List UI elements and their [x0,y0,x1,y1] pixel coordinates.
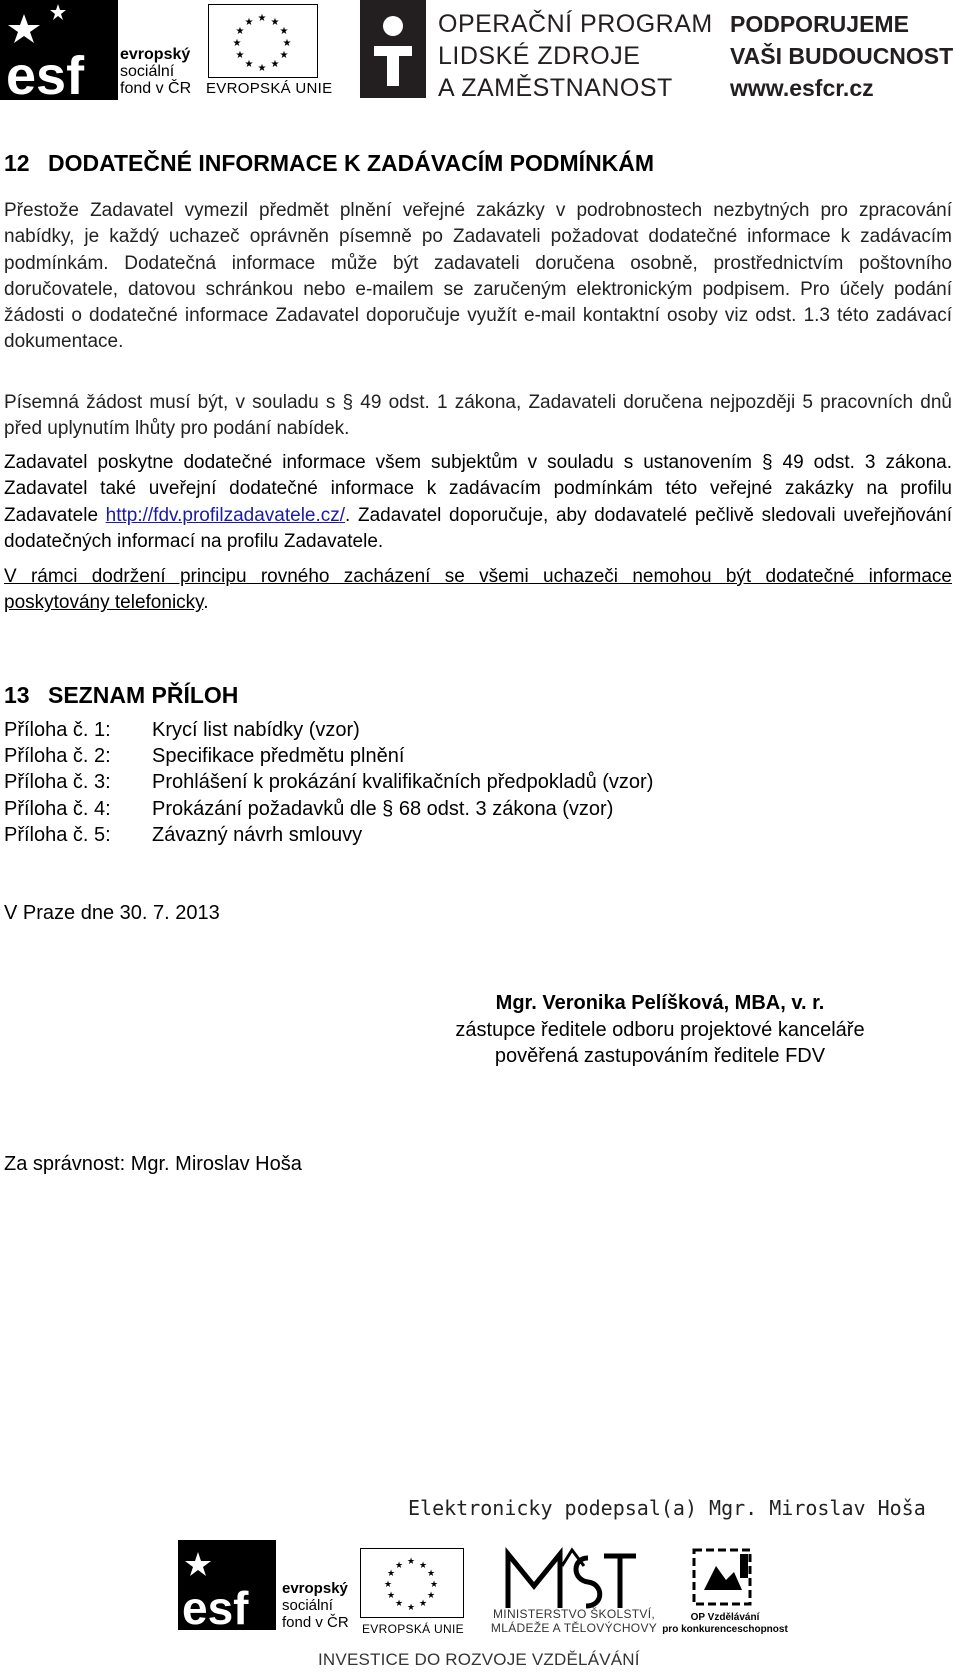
attachment-text: Specifikace předmětu plnění [152,745,405,768]
section-heading [4,150,654,177]
eu-label: EVROPSKÁ UNIE [206,80,333,97]
paragraph [4,564,952,617]
esf-logo-text [120,46,191,97]
svg-text:esf: esf [6,46,85,100]
msmt-text-line: MINISTERSTVO ŠKOLSTVÍ, [493,1607,655,1621]
op-vk-logo-text [660,1612,790,1636]
op-title-line: OPERAČNÍ PROGRAM [438,10,713,38]
attachment-label: Příloha č. 2: [4,745,111,768]
svg-text:★: ★ [235,50,245,61]
attachment-text: Prokázání požadavků dle § 68 odst. 3 zákona (vzor) [152,797,614,820]
svg-text:★: ★ [386,1591,396,1601]
list-item [4,769,653,795]
svg-text:★: ★ [279,50,289,61]
investment-slogan: INVESTICE DO ROZVOJE VZDĚLÁVÁNÍ [318,1650,640,1669]
svg-text:★: ★ [418,1599,428,1609]
svg-text:★: ★ [429,1580,439,1590]
slogan-url: www.esfcr.cz [730,75,874,101]
signature-block [400,990,920,1070]
svg-text:★: ★ [386,1569,396,1579]
esf-text-line: sociální [120,63,175,80]
signer-role: pověřená zastupováním ředitele FDV [494,1045,826,1067]
svg-text:★: ★ [279,26,289,37]
paragraph: Písemná žádost musí být, v souladu s § 49 odst. 1 zákona, Zadavateli doručena nejpozději 5 pracovních dnů před uplynutím lhůty pro podání nabídek. [4,392,952,440]
svg-text:esf: esf [182,1582,249,1630]
section-number: 12 [4,150,30,176]
paragraph [4,450,952,555]
svg-text:★: ★ [394,1561,404,1571]
svg-text:★: ★ [406,1603,416,1613]
attachment-text: Krycí list nabídky (vzor) [152,719,360,741]
svg-text:★: ★ [383,1580,393,1590]
correctness-line: Za správnost: Mgr. Miroslav Hoša [4,1153,302,1175]
signer-role: zástupce ředitele odboru projektové kanceláře [455,1018,865,1041]
list-item [4,796,653,822]
esf-text-line: sociální [282,1597,333,1614]
esf-text-line: evropský [282,1580,348,1597]
svg-text:★: ★ [270,59,280,70]
attachment-label: Příloha č. 3: [4,771,111,794]
profile-link[interactable]: http://fdv.profilzadavatele.cz/ [105,504,346,526]
esf-text-line: fond v ČR [282,1614,349,1631]
attachment-list [4,717,653,848]
svg-text:★: ★ [257,63,267,74]
svg-text:★: ★ [394,1599,404,1609]
section-heading [4,682,238,709]
eu-label: EVROPSKÁ UNIE [362,1622,464,1636]
attachment-label: Příloha č. 4: [4,797,111,820]
esf-text-line: fond v ČR [120,80,192,97]
svg-text:★: ★ [257,13,267,24]
opvk-text-line: OP Vzdělávání [690,1612,760,1623]
msmt-text-line: MLÁDEŽE A TĚLOVÝCHOVY [490,1621,658,1635]
list-item [4,822,653,848]
paragraph-text: . Zadavatel doporučuje, aby dodavatelé pečlivě sledovali uveřejňování dodatečných informací na profilu Zadavatele. [4,504,952,552]
esf-text-line: evropský [120,46,191,63]
opvk-text-line: pro konkurenceschopnost [662,1624,788,1635]
esf-logo-mark [0,0,118,100]
op-title-line: LIDSKÉ ZDROJE [438,42,641,70]
date-line: V Praze dne 30. 7. 2013 [4,902,220,924]
electronic-signature-note: Elektronicky podepsal(a) Mgr. Miroslav Hoša [408,1496,926,1520]
svg-text:★: ★ [270,17,280,28]
esf-logo-text [282,1580,349,1631]
section-number: 13 [4,682,30,708]
attachment-label: Příloha č. 5: [4,823,111,846]
op-vk-logo-icon [690,1546,754,1608]
underlined-notice: V rámci dodržení principu rovného zacházení se všemi uchazeči nemohou být dodatečné informace poskytovány telefonicky [4,566,952,614]
svg-text:★: ★ [426,1569,436,1579]
signer-name: Mgr. Veronika Pelíšková, MBA, v. r. [495,992,825,1014]
op-title-line: A ZAMĚSTNANOST [438,74,673,102]
slogan-line: PODPORUJEME [730,11,909,37]
svg-text:★: ★ [282,38,292,49]
svg-text:★: ★ [418,1561,428,1571]
eu-flag-icon [360,1548,464,1618]
list-item [4,743,653,769]
section-title: DODATEČNÉ INFORMACE K ZADÁVACÍM PODMÍNKÁM [48,150,655,176]
slogan-line: VAŠI BUDOUCNOST [730,43,954,69]
section-title: SEZNAM PŘÍLOH [48,682,239,708]
svg-text:★: ★ [244,17,254,28]
paragraph-text: Zadavatel poskytne dodatečné informace všem subjektům v souladu s ustanovením § 49 odst. 3 zákona. Zadavatel také uveřejní dodatečné informace k zadávacím podmínkám této veřejné zakázky na profilu Zadavatele [4,452,952,526]
msmt-logo-icon [500,1546,640,1616]
svg-text:★: ★ [235,26,245,37]
esf-logo-mark [178,1540,276,1630]
svg-text:★: ★ [244,59,254,70]
msmt-logo-text [474,1607,674,1635]
puzzle-person-icon [360,0,426,98]
op-program-title [438,8,713,104]
paragraph: Přestože Zadavatel vymezil předmět plnění veřejné zakázky v podrobnostech nezbytných pro zpracování nabídky, je každý uchazeč oprávněn písemně po Zadavateli požadovat dodatečné informace k zadávacím podmínkám. Dodatečná informace může být zadavateli doručena osobně, prostřednictvím poštovního doručovatele, datovou schránkou nebo e-mailem se zaručeným elektronickým podpisem. Pro účely podání žádosti o dodatečné informace Zadavatel doporučuje využít e-mail kontaktní osoby viz odst. 1.3 této zadávací dokumentace. [4,200,952,353]
svg-text:★: ★ [406,1557,416,1567]
svg-text:★: ★ [426,1591,436,1601]
attachment-label: Příloha č. 1: [4,719,111,741]
attachment-text: Závazný návrh smlouvy [152,823,363,846]
paragraph-end: . [203,592,209,614]
eu-flag-icon [208,4,318,78]
header-slogan [730,8,953,104]
attachment-text: Prohlášení k prokázání kvalifikačních předpokladů (vzor) [152,771,654,794]
list-item [4,717,653,743]
svg-text:★: ★ [232,38,242,49]
